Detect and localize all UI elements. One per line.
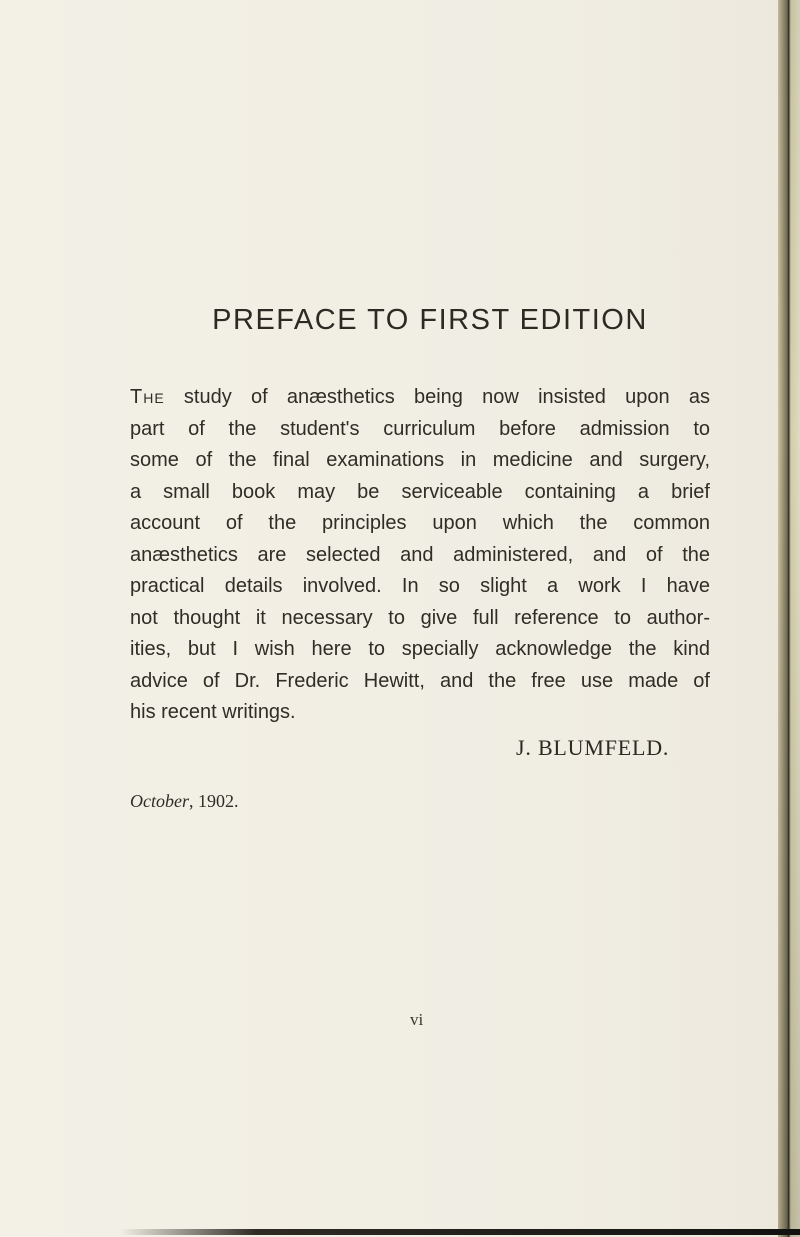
- preface-body: [130, 382, 710, 729]
- body-line-6: anæsthetics are selected and administered, and of the: [130, 543, 710, 566]
- opening-word: The: [130, 386, 165, 408]
- body-line-2: part of the student's curriculum before admission to: [130, 417, 710, 440]
- body-line-8: not thought it necessary to give full reference to author-: [130, 606, 710, 629]
- body-line-9: ities, but I wish here to specially acknowledge the kind: [130, 638, 710, 660]
- body-line-4: a small book may be serviceable containing a brief: [130, 480, 710, 503]
- page-number: vi: [410, 1010, 424, 1029]
- date-year: , 1902.: [188, 791, 239, 811]
- body-line-1: [130, 382, 710, 414]
- author-signature: J. BLUMFELD.: [516, 735, 670, 760]
- date-month: October: [130, 791, 189, 811]
- page-edge-shadow: [778, 0, 800, 1237]
- body-line-7: practical details involved. In so slight a work I have: [130, 575, 710, 597]
- opening-line-text: study of anæsthetics being now insisted upon as: [164, 386, 710, 408]
- page-bottom-shadow: [120, 1229, 800, 1235]
- body-line-11: his recent writings.: [130, 701, 296, 723]
- page-title: PREFACE TO FIRST EDITION: [212, 304, 648, 336]
- body-line-3: some of the final examinations in medicine and surgery,: [130, 449, 710, 471]
- preface-date: [130, 791, 238, 812]
- body-line-5: account of the principles upon which the common: [130, 512, 710, 534]
- body-line-10: advice of Dr. Frederic Hewitt, and the free use made of: [130, 669, 710, 692]
